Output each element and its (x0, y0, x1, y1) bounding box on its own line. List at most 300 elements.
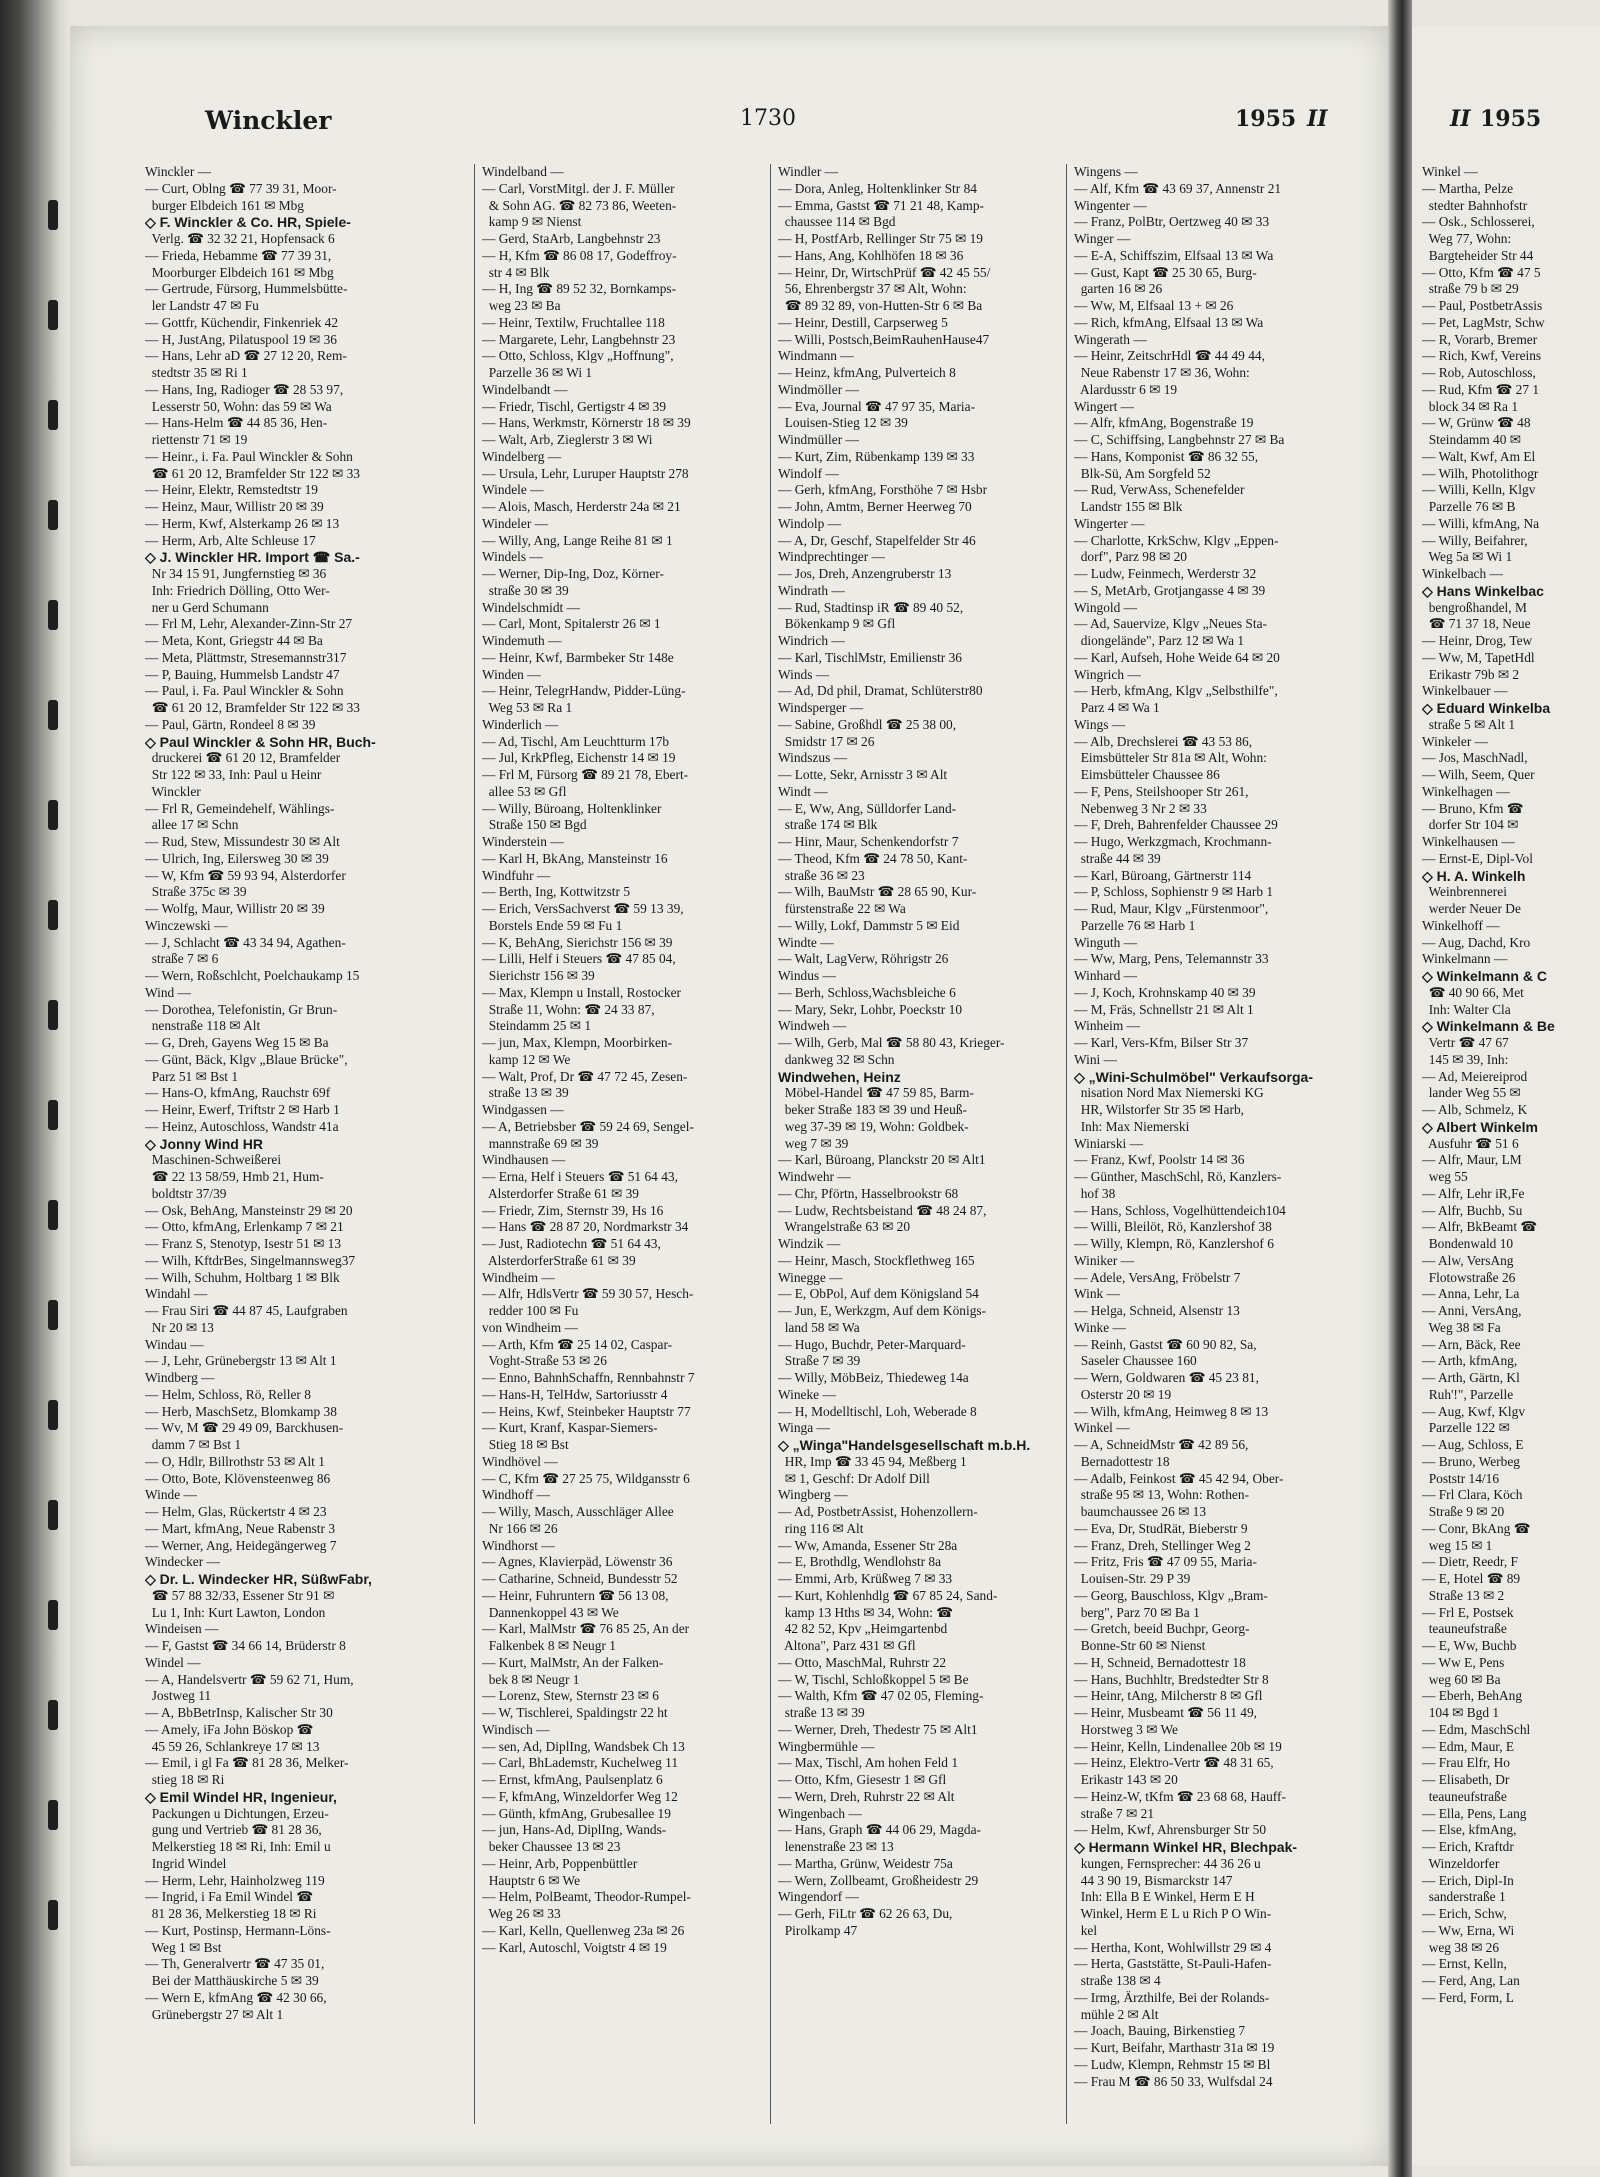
directory-entry-line: — Gerh, FiLtr ☎ 62 26 63, Du, (778, 1906, 953, 1921)
directory-entry-line: — Willi, Kelln, Klgv (1422, 482, 1536, 498)
directory-entry-line: — Margarete, Lehr, Langbehnstr 23 (482, 331, 676, 347)
directory-entry-line: weg 7 ✉ 39 (778, 1135, 849, 1151)
directory-entry-line: Wineke — (778, 1386, 836, 1402)
directory-entry-line: — Amely, iFa John Böskop ☎ (145, 1721, 314, 1737)
directory-entry-line: — Alf, Kfm ☎ 43 69 37, Annenstr 21 (1074, 180, 1282, 196)
directory-entry-line: — Otto, kfmAng, Erlenkamp 7 ✉ 21 (145, 1219, 344, 1235)
directory-entry-line: weg 60 ✉ Ba (1422, 1671, 1501, 1687)
directory-entry-line: — Rud, Stew, Missundestr 30 ✉ Alt (145, 834, 340, 849)
directory-entry-line: — Karl, TischlMstr, Emilienstr 36 (778, 649, 962, 665)
directory-entry-line: Straße 375c ✉ 39 (145, 884, 247, 900)
directory-entry-line: — Helm, Schloss, Rö, Reller 8 (145, 1386, 311, 1402)
directory-entry-line: — H, Kfm ☎ 86 08 17, Godeffroy- (482, 247, 677, 263)
directory-entry-line: werder Neuer De (1422, 901, 1521, 916)
directory-entry-line: — J, Lehr, Grünebergstr 13 ✉ Alt 1 (145, 1353, 337, 1369)
directory-entry-line: — Fritz, Fris ☎ 47 09 55, Maria- (1074, 1554, 1257, 1570)
directory-entry-line: — Eva, Dr, StudRät, Bieberstr 9 (1074, 1520, 1248, 1536)
directory-entry-line: — Karl, Aufseh, Hohe Weide 64 ✉ 20 (1074, 649, 1280, 665)
directory-entry-line: — Agnes, Klavierpäd, Löwenstr 36 (482, 1554, 673, 1570)
directory-entry-line: — Curt, Oblng ☎ 77 39 31, Moor- (145, 180, 337, 196)
directory-entry-line: — W, Tischl, Schloßkoppel 5 ✉ Be (778, 1671, 969, 1687)
directory-entry-line: ☎ 22 13 58/59, Hmb 21, Hum- (145, 1169, 324, 1184)
directory-entry-line: — Alois, Masch, Herderstr 24a ✉ 21 (482, 499, 681, 514)
directory-entry-line: — Alw, VersAng (1422, 1252, 1514, 1268)
directory-entry-line: Parzelle 122 ✉ (1422, 1420, 1510, 1436)
directory-entry-line: — Alfr, kfmAng, Bogenstraße 19 (1074, 415, 1254, 431)
directory-entry-line: — Gertrude, Fürsorg, Hummelsbütte- (145, 281, 348, 297)
directory-entry-line: mühle 2 ✉ Alt (1074, 2006, 1159, 2022)
directory-entry-line: Winguth — (1074, 934, 1138, 950)
directory-entry-line: Wingerter — (1074, 515, 1145, 531)
directory-entry-line: Wingens — (1074, 164, 1138, 179)
directory-entry-line: — Ferd, Ang, Lan (1422, 1973, 1520, 1988)
directory-entry-line: ◇ Hermann Winkel HR, Blechpak- (1074, 1839, 1298, 1855)
directory-entry-line: — Herb, MaschSetz, Blomkamp 38 (145, 1403, 337, 1419)
directory-entry-line: — Heinr, Elektr, Remstedtstr 19 (145, 482, 318, 498)
directory-entry-line: straße 30 ✉ 39 (482, 582, 569, 598)
directory-entry-line: Winckler — (145, 164, 212, 179)
directory-entry-line: block 34 ✉ Ra 1 (1422, 398, 1519, 414)
directory-entry-line: Ingrid Windel (145, 1855, 227, 1871)
directory-entry-line: Windmüller — (778, 432, 859, 447)
directory-entry-line: — Wern E, kfmAng ☎ 42 30 66, (145, 1989, 327, 2005)
directory-entry-line: — Heinz, Elektro-Vertr ☎ 48 31 65, (1074, 1755, 1274, 1771)
directory-entry-line: — Heinr, Dr, WirtschPrüf ☎ 42 45 55/ (778, 264, 991, 280)
directory-entry-line: lander Weg 55 ✉ (1422, 1085, 1521, 1101)
directory-entry-line: — F, kfmAng, Winzeldorfer Weg 12 (482, 1788, 678, 1804)
directory-entry-line: ◇ Winkelmann & C (1422, 968, 1547, 984)
directory-entry-line: Windzik — (778, 1236, 841, 1251)
directory-entry-line: — H, JustAng, Pilatuspool 19 ✉ 36 (145, 331, 338, 347)
directory-entry-line: straße 13 ✉ 39 (778, 1705, 865, 1720)
directory-entry-line: dankweg 32 ✉ Schn (778, 1051, 895, 1067)
directory-entry-line: Winckler (145, 783, 201, 799)
directory-entry-line: — Wilh, BauMstr ☎ 28 65 90, Kur- (778, 884, 977, 900)
directory-entry-line: Winde — (145, 1487, 197, 1503)
directory-entry-line: Borstels Ende 59 ✉ Fu 1 (482, 917, 623, 933)
directory-entry-line: — Conr, BkAng ☎ (1422, 1520, 1531, 1536)
directory-entry-line: — Heinr, Destill, Carpserweg 5 (778, 314, 948, 330)
directory-entry-line: — G, Dreh, Gayens Weg 15 ✉ Ba (145, 1035, 329, 1050)
directory-entry-line: Winderstein — (482, 834, 564, 849)
directory-entry-line: Windelband — (482, 164, 564, 179)
directory-entry-line: — Rud, VerwAss, Schenefelder (1074, 482, 1245, 498)
directory-entry-line: — Karl, Vers-Kfm, Bilser Str 37 (1074, 1035, 1249, 1050)
directory-entry-line: — C, Schiffsing, Langbehnstr 27 ✉ Ba (1074, 432, 1285, 447)
directory-entry-line: Parzelle 76 ✉ Harb 1 (1074, 917, 1196, 933)
directory-entry-line: — Berth, Ing, Kottwitzstr 5 (482, 884, 631, 900)
directory-entry-line: — Erich, Dipl-In (1422, 1872, 1514, 1888)
page-volume: II (1307, 106, 1328, 132)
directory-entry-line: — Carl, BhLademstr, Kuchelweg 11 (482, 1755, 679, 1771)
directory-entry-line: Windgassen — (482, 1102, 564, 1117)
directory-entry-line: — Carl, VorstMitgl. der J. F. Müller (482, 180, 675, 196)
directory-entry-line: — Hans, Buchhltr, Bredstedter Str 8 (1074, 1671, 1269, 1687)
directory-entry-line: — Elisabeth, Dr (1422, 1772, 1510, 1787)
directory-entry-line: Straße 7 ✉ 39 (778, 1353, 861, 1369)
directory-entry-line: — Ad, Dd phil, Dramat, Schlüterstr80 (778, 683, 983, 699)
directory-entry-line: 56, Ehrenbergstr 37 ✉ Alt, Wohn: (778, 281, 967, 297)
directory-entry-line: — Otto, Kfm, Giesestr 1 ✉ Gfl (778, 1772, 947, 1787)
directory-entry-line: — F, Pens, Steilshooper Str 261, (1074, 783, 1249, 799)
directory-entry-line: Windwehr — (778, 1169, 851, 1184)
directory-entry-line: — Th, Generalvertr ☎ 47 35 01, (145, 1956, 325, 1972)
directory-entry-line: — Franz S, Stenotyp, Isestr 51 ✉ 13 (145, 1236, 342, 1251)
directory-entry-line: — Charlotte, KrkSchw, Klgv „Eppen- (1074, 532, 1279, 548)
directory-entry-line: diongelände", Parz 12 ✉ Wa 1 (1074, 633, 1245, 648)
directory-entry-line: 44 3 90 19, Bismarckstr 147 (1074, 1872, 1233, 1888)
directory-entry-line: weg 55 (1422, 1169, 1468, 1184)
directory-entry-line: Winkelbauer — (1422, 683, 1508, 699)
directory-entry-line: — Walt, LagVerw, Röhrigstr 26 (778, 951, 949, 967)
directory-entry-line: Winkel — (1074, 1420, 1130, 1436)
directory-entry-line: — Wilh, Photolithogr (1422, 465, 1539, 481)
directory-entry-line: — Enno, BahnhSchaffn, Rennbahnstr 7 (482, 1370, 695, 1385)
directory-entry-line: Sierichstr 156 ✉ 39 (482, 968, 595, 983)
directory-entry-line: — Gerh, kfmAng, Forsthöhe 7 ✉ Hsbr (778, 482, 988, 498)
directory-entry-line: Winds — (778, 666, 830, 682)
directory-entry-line: kel (1074, 1922, 1098, 1938)
directory-entry-line: Windler — (778, 164, 839, 179)
directory-entry-line: & Sohn AG. ☎ 82 73 86, Weeten- (482, 197, 677, 213)
directory-entry-line: — Jun, E, Werkzgm, Auf dem Königs- (778, 1303, 987, 1318)
directory-entry-line: — H, PostfArb, Rellinger Str 75 ✉ 19 (778, 231, 984, 246)
directory-entry-line: Parzelle 36 ✉ Wi 1 (482, 365, 593, 380)
directory-entry-line: — Adalb, Feinkost ☎ 45 42 94, Ober- (1074, 1470, 1284, 1486)
directory-entry-line: — A, BbBetrInsp, Kalischer Str 30 (145, 1705, 333, 1720)
directory-entry-line: — Gerd, StaArb, Langbehnstr 23 (482, 231, 661, 246)
directory-entry-line: weg 15 ✉ 1 (1422, 1537, 1493, 1553)
directory-entry-line: straße 79 b ✉ 29 (1422, 281, 1519, 297)
directory-entry-line: — Hans, Lehr aD ☎ 27 12 20, Rem- (145, 348, 347, 364)
facing-page-column (1422, 164, 1600, 2114)
directory-entry-line: — Heinz, Maur, Willistr 20 ✉ 39 (145, 499, 324, 514)
directory-entry-line: — Wilh, Gerb, Mal ☎ 58 80 43, Krieger- (778, 1035, 1005, 1050)
directory-entry-line: — Frl E, Postsek (1422, 1604, 1514, 1620)
directory-entry-line: — Hans-O, kfmAng, Rauchstr 69f (145, 1085, 331, 1101)
page-year: 1955 (1235, 106, 1297, 132)
directory-entry-line: straße 36 ✉ 23 (778, 867, 865, 883)
directory-entry-line: — Wv, M ☎ 29 49 09, Barckhusen- (145, 1420, 344, 1436)
directory-entry-line: Wingendorf — (778, 1889, 859, 1905)
directory-entry-line: ☎ 57 88 32/33, Essener Str 91 ✉ (145, 1587, 335, 1603)
directory-entry-line: — Aug, Schloss, E (1422, 1437, 1524, 1452)
directory-entry-line: Windrich — (778, 633, 845, 648)
directory-entry-line: Winkeler — (1422, 733, 1489, 749)
directory-entry-line: Straße 11, Wohn: ☎ 24 33 87, (482, 1001, 655, 1017)
directory-entry-line: Wingbermühle — (778, 1738, 875, 1754)
directory-entry-line: — Friedr, Tischl, Gertigstr 4 ✉ 39 (482, 398, 667, 414)
directory-entry-line: HR, Wilstorfer Str 35 ✉ Harb, (1074, 1102, 1244, 1117)
directory-entry-line: 104 ✉ Bgd 1 (1422, 1705, 1500, 1720)
directory-entry-line: — A, SchneidMstr ☎ 42 89 56, (1074, 1437, 1249, 1452)
directory-entry-line: Neue Rabenstr 17 ✉ 36, Wohn: (1074, 365, 1250, 380)
directory-entry-line: — E-A, Schiffszim, Elfsaal 13 ✉ Wa (1074, 247, 1274, 263)
directory-entry-line: ◇ Dr. L. Windecker HR, SüßwFabr, (145, 1571, 372, 1587)
directory-entry-line: — Heinr, Kwf, Barmbeker Str 148e (482, 649, 674, 665)
directory-entry-line: Eimsbütteler Str 81a ✉ Alt, Wohn: (1074, 750, 1267, 766)
directory-entry-line: Erikastr 79b ✉ 2 (1422, 666, 1520, 682)
directory-entry-line: — Willi, Bleilöt, Rö, Kanzlershof 38 (1074, 1219, 1272, 1235)
directory-entry-line: ☎ 71 37 18, Neue (1422, 616, 1531, 632)
directory-entry-line: Winderlich — (482, 716, 559, 732)
directory-entry-line: — Heinr, TelegrHandw, Pidder-Lüng- (482, 683, 686, 699)
directory-entry-line: — Anna, Lehr, La (1422, 1286, 1520, 1302)
directory-entry-line: stieg 18 ✉ Ri (145, 1772, 225, 1787)
directory-entry-line: — Mart, kfmAng, Neue Rabenstr 3 (145, 1520, 336, 1536)
directory-entry-line: — Paul, i. Fa. Paul Winckler & Sohn (145, 683, 344, 699)
directory-entry-line: — Willy, Ang, Lange Reihe 81 ✉ 1 (482, 532, 673, 548)
directory-entry-line: — Jos, Dreh, Anzengruberstr 13 (778, 566, 952, 581)
directory-entry-line: — Lorenz, Stew, Sternstr 23 ✉ 6 (482, 1688, 659, 1704)
directory-entry-line: — Kurt, Postinsp, Hermann-Löns- (145, 1922, 331, 1938)
directory-entry-line: — Alfr, BkBeamt ☎ (1422, 1219, 1538, 1235)
directory-entry-line: — Heinr, tAng, Milcherstr 8 ✉ Gfl (1074, 1688, 1263, 1704)
directory-entry-line: — Arth, kfmAng, (1422, 1353, 1518, 1369)
directory-entry-line: weg 37-39 ✉ 19, Wohn: Goldbek- (778, 1118, 969, 1134)
directory-entry-line: — Frl R, Gemeindehelf, Wählings- (145, 800, 335, 816)
directory-entry-line: Melkerstieg 18 ✉ Ri, Inh: Emil u (145, 1839, 331, 1854)
directory-entry-line: ☎ 61 20 12, Bramfelder Str 122 ✉ 33 (145, 700, 360, 715)
directory-entry-line: — Wilh, KftdrBes, Singelmannsweg37 (145, 1252, 356, 1268)
directory-entry-line: — Wern, Zollbeamt, Großheidestr 29 (778, 1872, 979, 1888)
directory-entry-line: Windweh — (778, 1018, 847, 1034)
directory-entry-line: — Aug, Kwf, Klgv (1422, 1403, 1526, 1419)
directory-entry-line: Wink — (1074, 1286, 1120, 1302)
directory-entry-line: — Bruno, Werbeg (1422, 1453, 1520, 1469)
directory-entry-line: Windmann — (778, 348, 854, 364)
directory-entry-line: — Dora, Anleg, Holtenklinker Str 84 (778, 180, 977, 196)
directory-entry-line: Windele — (482, 482, 544, 498)
directory-entry-line: — Herta, Gaststätte, St-Pauli-Hafen- (1074, 1956, 1272, 1972)
directory-entry-line: Inh: Walter Cla (1422, 1001, 1511, 1017)
directory-entry-line: ler Landstr 47 ✉ Fu (145, 298, 259, 313)
directory-entry-line: — Adele, VersAng, Fröbelstr 7 (1074, 1269, 1241, 1285)
directory-entry-line: Verlg. ☎ 32 32 21, Hopfensack 6 (145, 231, 335, 246)
directory-entry-line: Windte — (778, 934, 834, 950)
directory-entry-line: Winke — (1074, 1319, 1126, 1335)
directory-entry-line: ✉ 1, Geschf: Dr Adolf Dill (778, 1470, 930, 1486)
directory-entry-line: — Ww, M, TapetHdl (1422, 649, 1535, 665)
directory-entry-line: Bökenkamp 9 ✉ Gfl (778, 616, 896, 632)
directory-entry-line: — Hugo, Werkzgmach, Krochmann- (1074, 834, 1272, 849)
directory-entry-line: — Bruno, Kfm ☎ (1422, 800, 1524, 816)
directory-entry-line: lenenstraße 23 ✉ 13 (778, 1839, 894, 1854)
directory-entry-line: Parz 51 ✉ Bst 1 (145, 1068, 239, 1084)
directory-entry-line: Saseler Chaussee 160 (1074, 1353, 1197, 1369)
directory-entry-line: — Ernst, kfmAng, Paulsenplatz 6 (482, 1772, 663, 1787)
directory-entry-line: Wingberg — (778, 1487, 848, 1503)
directory-entry-line: Landstr 155 ✉ Blk (1074, 499, 1183, 514)
directory-entry-line: — Georg, Bauschloss, Klgv „Bram- (1074, 1587, 1268, 1603)
directory-entry-line: Bargteheider Str 44 (1422, 247, 1534, 263)
directory-entry-line: — F, Gastst ☎ 34 66 14, Brüderstr 8 (145, 1638, 346, 1653)
directory-entry-line: — Walt, Prof, Dr ☎ 47 72 45, Zesen- (482, 1068, 688, 1084)
directory-entry-line: — Ww, Erna, Wi (1422, 1922, 1515, 1938)
directory-entry-line: — Hans-Helm ☎ 44 85 36, Hen- (145, 415, 328, 431)
directory-entry-line: Windprechtinger — (778, 549, 885, 565)
directory-entry-line: — Frau Elfr, Ho (1422, 1755, 1510, 1771)
directory-entry-line: Windolp — (778, 515, 842, 531)
directory-entry-line: — E, ObPol, Auf dem Königsland 54 (778, 1286, 979, 1302)
directory-entry-line: Weg 1 ✉ Bst (145, 1939, 222, 1955)
directory-entry-line: — W, Grünw ☎ 48 (1422, 415, 1531, 431)
directory-entry-line: — Heinr, Textilw, Fruchtallee 118 (482, 314, 665, 330)
directory-entry-line: — Carl, Mont, Spitalerstr 26 ✉ 1 (482, 616, 661, 632)
directory-entry-line: — Hans, Graph ☎ 44 06 29, Magda- (778, 1822, 981, 1838)
directory-entry-line: — Hans, Ang, Kohlhöfen 18 ✉ 36 (778, 247, 964, 263)
directory-entry-line: — Herm, Arb, Alte Schleuse 17 (145, 532, 316, 548)
directory-entry-line: — Ferd, Form, L (1422, 1989, 1514, 2005)
directory-entry-line: Winger — (1074, 231, 1131, 246)
directory-entry-line: — Friedr, Zim, Sternstr 39, Hs 16 (482, 1202, 664, 1218)
directory-entry-line: Windelberg — (482, 448, 562, 464)
directory-entry-line: — Gottfr, Küchendir, Finkenriek 42 (145, 314, 339, 330)
directory-entry-line: — Frl Clara, Köch (1422, 1487, 1523, 1503)
directory-entry-line: ◇ „Winga"Handelsgesellschaft m.b.H. (778, 1437, 1031, 1453)
directory-entry-line: — Ingrid, i Fa Emil Windel ☎ (145, 1889, 314, 1905)
directory-entry-line: — Pet, LagMstr, Schw (1422, 314, 1545, 330)
directory-entry-line: — Hugo, Buchdr, Peter-Marquard- (778, 1336, 966, 1352)
directory-entry-line: — Willy, Lokf, Dammstr 5 ✉ Eid (778, 917, 960, 933)
directory-entry-line: Weg 26 ✉ 33 (482, 1906, 561, 1921)
directory-entry-line: — Wilh, kfmAng, Heimweg 8 ✉ 13 (1074, 1403, 1269, 1419)
directory-entry-line: — Ad, Meiereiprod (1422, 1068, 1528, 1084)
directory-entry-line: — Rich, kfmAng, Elfsaal 13 ✉ Wa (1074, 314, 1264, 330)
directory-column-2 (482, 164, 766, 2114)
directory-entry-line: — Heinr, Arb, Poppenbüttler (482, 1855, 638, 1871)
directory-entry-line: Vertr ☎ 47 67 (1422, 1035, 1509, 1050)
directory-entry-line: Winiker — (1074, 1252, 1135, 1268)
directory-entry-line: druckerei ☎ 61 20 12, Bramfelder (145, 750, 341, 766)
directory-entry-line: Möbel-Handel ☎ 47 59 85, Barm- (778, 1085, 974, 1101)
directory-entry-line: — F, Dreh, Bahrenfelder Chaussee 29 (1074, 817, 1278, 833)
directory-entry-line: ◇ Albert Winkelm (1422, 1118, 1538, 1135)
directory-entry-line: straße 13 ✉ 39 (482, 1085, 569, 1101)
directory-entry-line: nenstraße 118 ✉ Alt (145, 1018, 261, 1034)
directory-entry-line: Winheim — (1074, 1018, 1141, 1034)
directory-entry-line: — Erich, VersSachverst ☎ 59 13 39, (482, 901, 684, 916)
directory-entry-line: Windszus — (778, 750, 848, 766)
directory-entry-line: Windrath — (778, 582, 845, 598)
directory-entry-line: Straße 13 ✉ 2 (1422, 1587, 1505, 1603)
directory-entry-line: Wings — (1074, 716, 1126, 732)
directory-entry-line: — Werner, Ang, Heidegängerweg 7 (145, 1537, 337, 1553)
directory-entry-line: Winiarski — (1074, 1135, 1144, 1151)
directory-entry-line: — Osk, BehAng, Mansteinstr 29 ✉ 20 (145, 1202, 353, 1218)
directory-entry-line: ◇ J. Winckler HR. Import ☎ Sa.- (145, 549, 360, 566)
directory-entry-line: straße 138 ✉ 4 (1074, 1973, 1161, 1988)
directory-entry-line: — Kurt, Kohlenhdlg ☎ 67 85 24, Sand- (778, 1587, 998, 1603)
directory-entry-line: Steindamm 25 ✉ 1 (482, 1018, 592, 1034)
directory-entry-line: — Hans, Werkmstr, Körnerstr 18 ✉ 39 (482, 415, 691, 431)
directory-entry-line: — Heinz, kfmAng, Pulverteich 8 (778, 365, 956, 380)
directory-entry-line: — Kurt, Beifahr, Marthastr 31a ✉ 19 (1074, 2040, 1275, 2055)
directory-entry-line: — Hans, Komponist ☎ 86 32 55, (1074, 448, 1259, 464)
directory-entry-line: — Rud, Maur, Klgv „Fürstenmoor", (1074, 901, 1269, 916)
page-number: 1730 (740, 106, 796, 131)
directory-entry-line: — Eberh, BehAng (1422, 1688, 1523, 1704)
directory-entry-line: ◇ H. A. Winkelh (1422, 867, 1526, 884)
directory-entry-line: — Ad, PostbetrAssist, Hohenzollern- (778, 1504, 978, 1519)
directory-entry-line: Windolf — (778, 465, 839, 481)
directory-entry-line: — Jos, MaschNadl, (1422, 750, 1528, 766)
directory-entry-line: Windel — (145, 1654, 201, 1670)
directory-entry-line: — Wilh, Seem, Quer (1422, 767, 1535, 782)
directory-entry-line: — Heinr, Drog, Tew (1422, 633, 1533, 648)
directory-entry-line: — Alfr, Lehr iR,Fe (1422, 1185, 1525, 1201)
directory-entry-line: — Ludw, Klempn, Rehmstr 15 ✉ Bl (1074, 2056, 1271, 2072)
directory-entry-line: — Karl, MalMstr ☎ 76 85 25, An der (482, 1621, 690, 1637)
directory-entry-line: — Heinr, Fuhruntern ☎ 56 13 08, (482, 1587, 669, 1603)
directory-entry-line: — Otto, Bote, Klövensteenweg 86 (145, 1470, 331, 1486)
directory-entry-line: Moorburger Elbdeich 161 ✉ Mbg (145, 264, 334, 280)
directory-entry-line: Windt — (778, 783, 828, 799)
directory-entry-line: — Walth, Kfm ☎ 47 02 05, Fleming- (778, 1688, 984, 1704)
directory-entry-line: weg 38 ✉ 26 (1422, 1939, 1500, 1955)
directory-entry-line: ◇ Eduard Winkelba (1422, 700, 1551, 716)
directory-entry-line: Wingerath — (1074, 331, 1147, 347)
directory-entry-line: — K, BehAng, Sierichstr 156 ✉ 39 (482, 934, 673, 950)
directory-entry-line: straße 7 ✉ 21 (1074, 1805, 1155, 1821)
directory-entry-line: — jun, Max, Klempn, Moorbirken- (482, 1035, 673, 1050)
directory-entry-line: Dannenkoppel 43 ✉ We (482, 1604, 619, 1620)
directory-entry-line: Wrangelstraße 63 ✉ 20 (778, 1219, 911, 1235)
directory-entry-line: — Willy, Büroang, Holtenklinker (482, 800, 662, 816)
directory-entry-line: kamp 13 Hths ✉ 34, Wohn: ☎ (778, 1604, 953, 1620)
directory-entry-line: Windemuth — (482, 633, 562, 648)
directory-entry-line: — Erich, Kraftdr (1422, 1839, 1514, 1854)
directory-entry-line: Jostweg 11 (145, 1688, 212, 1704)
directory-entry-line: — Herm, Lehr, Hainholzweg 119 (145, 1872, 325, 1888)
directory-entry-line: — Reinh, Gastst ☎ 60 90 82, Sa, (1074, 1336, 1257, 1352)
directory-entry-line: Windels — (482, 549, 543, 565)
directory-entry-line: — P, Bauing, Hummelsb Landstr 47 (145, 666, 340, 682)
directory-entry-line: — Alfr, HdlsVertr ☎ 59 30 57, Hesch- (482, 1286, 694, 1302)
directory-entry-line: — Theod, Kfm ☎ 24 78 50, Kant- (778, 850, 968, 866)
column-rule (474, 164, 475, 2124)
directory-entry-line: — Dietr, Reedr, F (1422, 1554, 1518, 1570)
directory-entry-line: Bernadottestr 18 (1074, 1453, 1170, 1469)
directory-entry-line: garten 16 ✉ 26 (1074, 281, 1163, 297)
directory-entry-line: Nr 20 ✉ 13 (145, 1319, 214, 1335)
directory-entry-line: 145 ✉ 39, Inh: (1422, 1051, 1509, 1067)
directory-entry-line: — C, Kfm ☎ 27 25 75, Wildgansstr 6 (482, 1470, 690, 1486)
directory-entry-line: ☎ 40 90 66, Met (1422, 984, 1524, 1000)
directory-entry-line: straße 44 ✉ 39 (1074, 850, 1161, 866)
facing-page-volume: II (1450, 106, 1471, 132)
directory-column-1 (145, 164, 469, 2114)
directory-entry-line: Windberg — (145, 1370, 215, 1385)
directory-entry-line: — Ludw, Rechtsbeistand ☎ 48 24 87, (778, 1202, 987, 1218)
directory-entry-line: — H, Ing ☎ 89 52 32, Bornkamps- (482, 281, 677, 297)
directory-entry-line: Weinbrennerei (1422, 884, 1507, 900)
directory-entry-line: — A, Betriebsber ☎ 59 24 69, Sengel- (482, 1118, 694, 1134)
directory-entry-line: — Ursula, Lehr, Luruper Hauptstr 278 (482, 465, 689, 481)
directory-entry-line: stedter Bahnhofstr (1422, 197, 1528, 213)
directory-entry-line: Maschinen-Schweißerei (145, 1152, 282, 1168)
directory-entry-line: Ruh'!", Parzelle (1422, 1386, 1514, 1402)
directory-entry-line: — Heinz, Autoschloss, Wandstr 41a (145, 1118, 339, 1134)
directory-entry-line: Pirolkamp 47 (778, 1922, 858, 1938)
directory-entry-line: — Kurt, Zim, Rübenkamp 139 ✉ 33 (778, 448, 975, 464)
directory-entry-line: — Emma, Gastst ☎ 71 21 48, Kamp- (778, 197, 984, 213)
directory-entry-line: — Meta, Plättmstr, Stresemannstr317 (145, 649, 347, 665)
directory-entry-line: Winkelhoff — (1422, 917, 1500, 933)
directory-entry-line: — Helm, Glas, Rückertstr 4 ✉ 23 (145, 1504, 327, 1519)
directory-entry-line: — Arth, Gärtn, Kl (1422, 1370, 1520, 1385)
directory-entry-line: — Wolfg, Maur, Willistr 20 ✉ 39 (145, 901, 325, 916)
